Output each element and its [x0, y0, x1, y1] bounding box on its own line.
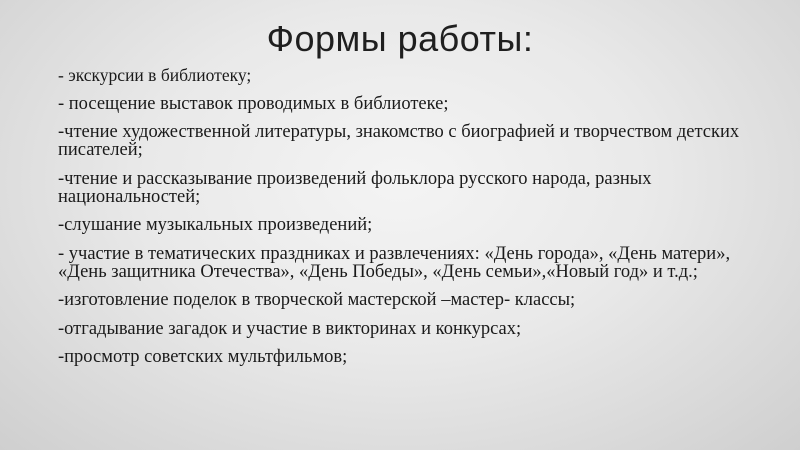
- list-item: -отгадывание загадок и участие в викторинах и конкурсах;: [58, 318, 522, 339]
- list-item: -слушание музыкальных произведений;: [58, 215, 373, 235]
- list-item: - участие в тематических праздниках и развлечениях: «День города», «День матери», «День защитника Отечества», «День Победы», «День семьи»,«Новый год» и т.д.;: [58, 243, 731, 282]
- list-item: -изготовление поделок в творческой мастерской –мастер- классы;: [58, 290, 576, 310]
- slide-title: Формы работы:: [266, 18, 534, 59]
- activity-list: [58, 66, 768, 377]
- list-item: -чтение и рассказывание произведений фольклора русского народа, разных национальностей;: [58, 168, 652, 207]
- list-item: -чтение художественной литературы, знакомство с биографией и творчеством детских писателей;: [58, 122, 740, 160]
- list-item: - экскурсии в библиотеку;: [58, 65, 252, 85]
- list-item: - посещение выставок проводимых в библиотеке;: [58, 93, 449, 114]
- list-item: -просмотр советских мультфильмов;: [58, 347, 348, 367]
